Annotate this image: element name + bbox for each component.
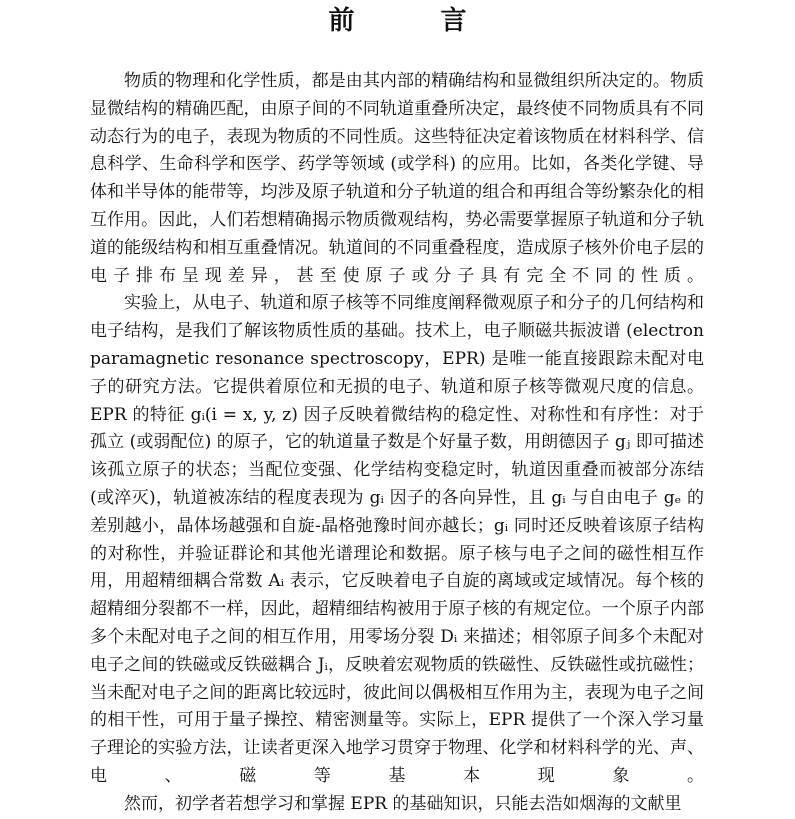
page-title: 前 言: [328, 6, 497, 36]
preface-body: [90, 68, 704, 819]
paragraph-1: 物质的物理和化学性质，都是由其内部的精确结构和显微组织所决定的。物质显微结构的精确匹配，由原子间的不同轨道重叠所决定，最终使不同物质具有不同动态行为的电子，表现为物质的不同性质。这些特征决定着该物质在材料科学、信息科学、生命科学和医学、药学等领域 (或学科) 的应用。比如，各类化学键、导体和半导体的能带等，均涉及原子轨道和分子轨道的组合和再组合等纷繁杂化的相互作用。因此，人们若想精确揭示物质微观结构，势必需要掌握原子轨道和分子轨道的能级结构和相互重叠情况。轨道间的不同重叠程度，造成原子核外价电子层的电子排布呈现差异，甚至使原子或分子具有完全不同的性质。: [90, 71, 704, 286]
paragraph-2: 实验上，从电子、轨道和原子核等不同维度阐释微观原子和分子的几何结构和电子结构，是我们了解该物质性质的基础。技术上，电子顺磁共振波谱 (electron paramagnetic resonance spectroscopy，EPR) 是唯一能直接跟踪未配对电子的研究方法。它提供着原位和无损的电子、轨道和原子核等微观尺度的信息。EPR 的特征 gᵢ(i = x, y, z) 因子反映着微结构的稳定性、对称性和有序性：对于孤立 (或弱配位) 的原子，它的轨道量子数是个好量子数，用朗德因子 gⱼ 即可描述该孤立原子的状态；当配位变强、化学结构变稳定时，轨道因重叠而被部分冻结 (或淬灭)，轨道被冻结的程度表现为 gᵢ 因子的各向异性，且 gᵢ 与自由电子 gₑ 的差别越小，晶体场越强和自旋-晶格弛豫时间亦越长；gᵢ 同时还反映着该原子结构的对称性，并验证群论和其他光谱理论和数据。原子核与电子之间的磁性相互作用，用超精细耦合常数 Aᵢ 表示，它反映着电子自旋的离域或定域情况。每个核的超精细分裂都不一样，因此，超精细结构被用于原子核的有规定位。一个原子内部多个未配对电子之间的相互作用，用零场分裂 Dᵢ 来描述；相邻原子间多个未配对电子之间的铁磁或反铁磁耦合 Jᵢ，反映着宏观物质的铁磁性、反铁磁性或抗磁性；当未配对电子之间的距离比较远时，彼此间以偶极相互作用为主，表现为电子之间的相干性，可用于量子操控、精密测量等。实际上，EPR 提供了一个深入学习量子理论的实验方法，让读者更深入地学习贯穿于物理、化学和材料科学的光、声、电、磁等基本现象。: [90, 293, 704, 786]
paragraph-3: 然而，初学者若想学习和掌握 EPR 的基础知识，只能去浩如烟海的文献里: [124, 793, 682, 814]
